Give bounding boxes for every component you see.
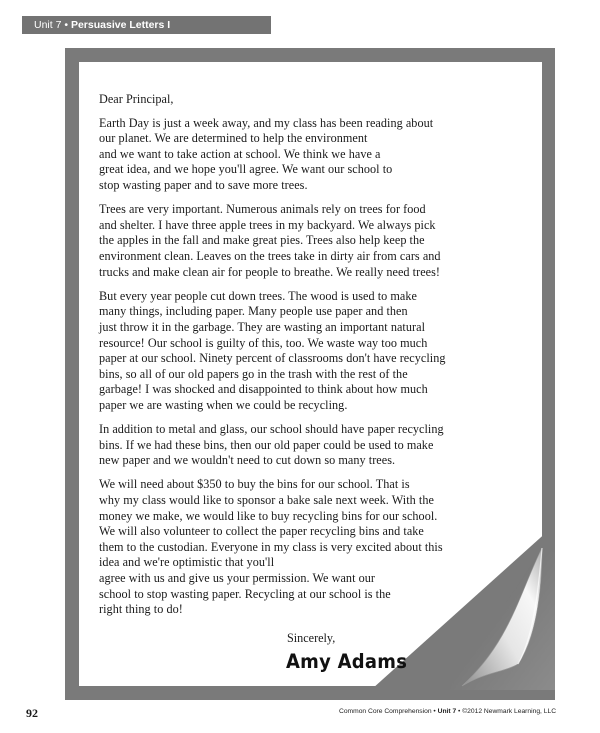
letter-greeting: Dear Principal,	[99, 92, 174, 106]
paragraph-line: many things, including paper. Many people use paper and then	[99, 304, 408, 319]
paragraph-line: resource! Our school is guilty of this, too. We waste way too much	[99, 335, 428, 350]
footer-credit-unit: Unit 7	[437, 708, 457, 715]
paragraph-line: environment clean. Leaves on the trees take in dirty air from cars and	[99, 248, 441, 263]
paragraph-line: paper we are wasting when we could be recycling.	[99, 397, 348, 412]
paragraph-line: great idea, and we hope you'll agree. We want our school to	[99, 162, 393, 177]
paragraph-line: Earth Day is just a week away, and my class has been reading about	[99, 115, 434, 130]
paragraph-line: garbage! I was shocked and disappointed to think about how much	[99, 382, 428, 397]
letter-paragraph-1	[99, 116, 514, 194]
paragraph-line: school to stop wasting paper. Recycling at our school is the	[99, 586, 391, 601]
unit-separator: •	[64, 19, 69, 31]
letter-signature: Amy Adams	[286, 650, 408, 673]
paragraph-line: just throw it in the garbage. They are wasting an important natural	[99, 319, 426, 334]
paragraph-line: In addition to metal and glass, our school should have paper recycling	[99, 422, 444, 437]
paragraph-line: them to the custodian. Everyone in my class is very excited about this	[99, 539, 443, 554]
letter-body	[99, 92, 514, 626]
paragraph-line: why my class would like to sponsor a bake sale next week. With the	[99, 493, 434, 508]
letter-paragraph-3	[99, 289, 514, 414]
paragraph-line: and we want to take action at school. We think we have a	[99, 146, 381, 161]
paragraph-line: and shelter. I have three apple trees in my backyard. We always pick	[99, 217, 436, 232]
paragraph-line: We will need about $350 to buy the bins for our school. That is	[99, 477, 410, 492]
paragraph-line: the apples in the fall and make great pies. Trees also help keep the	[99, 233, 425, 248]
letter-closing: Sincerely,	[287, 631, 336, 645]
paragraph-line: stop wasting paper and to save more trees.	[99, 177, 308, 192]
paragraph-line: agree with us and give us your permission. We want our	[99, 571, 375, 585]
unit-title: Persuasive Letters I	[70, 19, 171, 31]
footer-credit-prefix: Common Core Comprehension •	[339, 708, 436, 715]
paragraph-line: We will also volunteer to collect the paper recycling bins and take	[99, 524, 424, 539]
paragraph-line: bins. If we had these bins, then our old paper could be used to make	[99, 437, 434, 452]
paragraph-line: idea and we're optimistic that you'll	[99, 555, 275, 570]
letter-paragraph-4	[99, 422, 514, 469]
letter-paragraph-5	[99, 477, 514, 617]
unit-header-bar	[22, 16, 271, 34]
footer-credit	[339, 708, 556, 715]
paragraph-line: Trees are very important. Numerous animals rely on trees for food	[99, 202, 426, 217]
paragraph-line: trucks and make clean air for people to breathe. We really need trees!	[99, 264, 441, 279]
paragraph-line: paper at our school. Ninety percent of classrooms don't have recycling	[99, 351, 446, 366]
letter-paragraph-2	[99, 202, 514, 280]
unit-label: Unit 7	[34, 19, 62, 31]
paragraph-line: new paper and we wouldn't need to cut down so many trees.	[99, 453, 396, 468]
paragraph-line: bins, so all of our old papers go in the trash with the rest of the	[99, 366, 408, 381]
paragraph-line: right thing to do!	[99, 602, 183, 617]
paragraph-line: But every year people cut down trees. The wood is used to make	[99, 288, 417, 303]
page-number: 92	[26, 706, 38, 720]
paragraph-line: our planet. We are determined to help the environment	[99, 131, 368, 146]
footer-credit-suffix: • ©2012 Newmark Learning, LLC	[458, 708, 557, 715]
paragraph-line: money we make, we would like to buy recycling bins for our school.	[99, 508, 438, 523]
